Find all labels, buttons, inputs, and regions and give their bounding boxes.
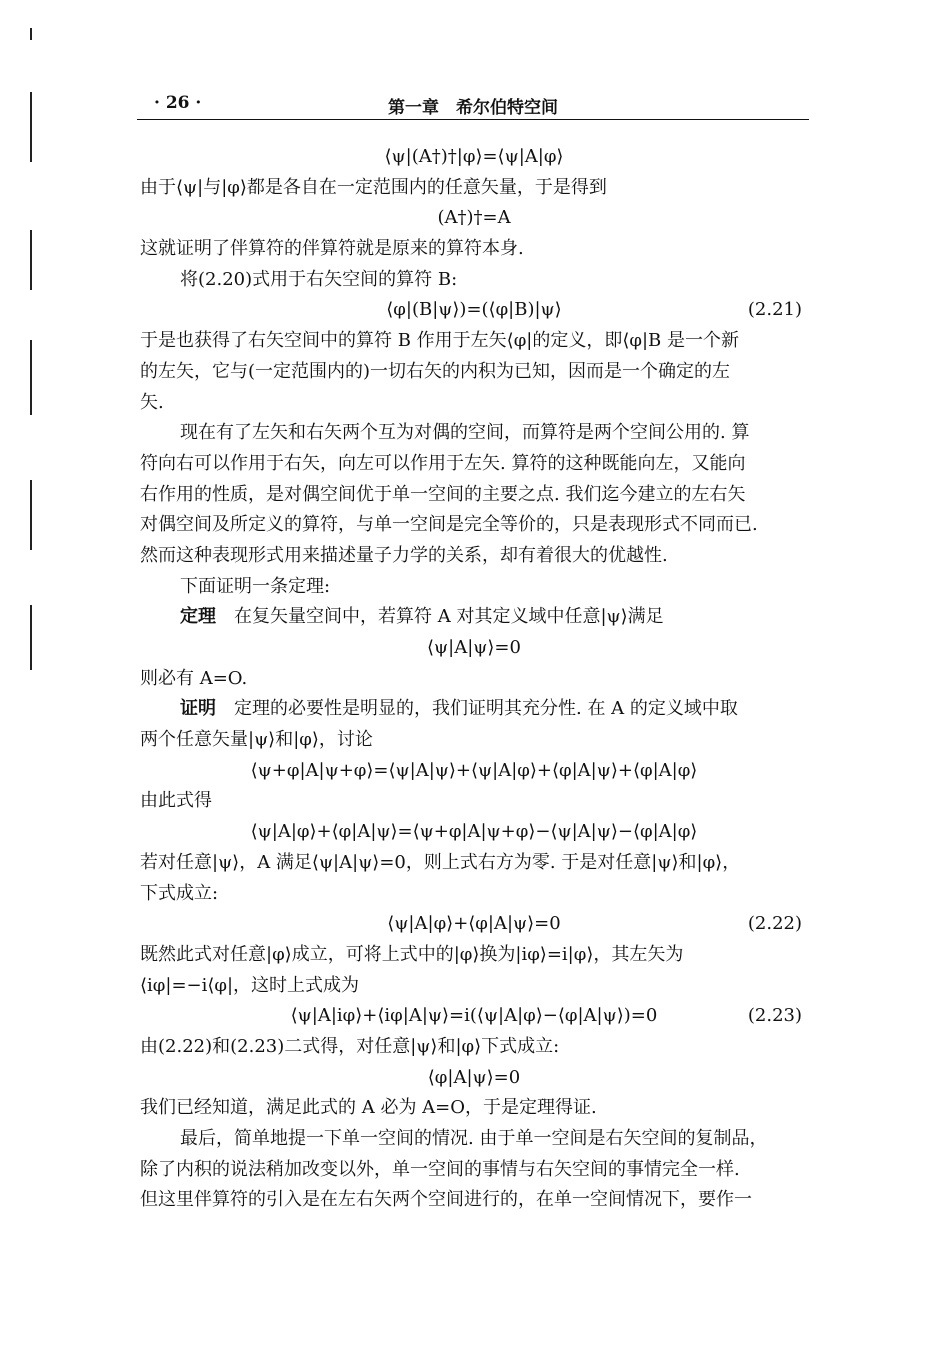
line-text: 于是也获得了右矢空间中的算符 B 作用于左矢⟨φ|的定义，即⟨φ|B 是一个新 [140, 330, 739, 352]
scan-mark [30, 480, 32, 550]
text-line [140, 572, 808, 603]
line-text: 的左矢，它与(一定范围内的)一切右矢的内积为已知，因而是一个确定的左 [140, 360, 731, 382]
equation-number: (2.22) [747, 913, 802, 935]
line-text: ⟨ψ+φ|A|ψ+φ⟩=⟨ψ|A|ψ⟩+⟨ψ|A|φ⟩+⟨φ|A|ψ⟩+⟨φ|A|φ⟩ [250, 759, 698, 781]
equation-line [140, 295, 808, 326]
line-text: 这就证明了伴算符的伴算符就是原来的算符本身. [140, 238, 524, 260]
text-line [140, 265, 808, 296]
line-text: 最后，简单地提一下单一空间的情况. 由于单一空间是右矢空间的复制品， [180, 1128, 768, 1149]
line-text: 由此式得 [140, 790, 212, 812]
line-text: 除了内积的说法稍加改变以外，单一空间的事情与右矢空间的事情完全一样. [140, 1158, 740, 1180]
running-head: 第一章 希尔伯特空间 [388, 98, 558, 118]
line-text: 若对任意|ψ⟩，A 满足⟨ψ|A|ψ⟩=0，则上式右方为零. 于是对任意|ψ⟩和|φ⟩， [140, 851, 741, 873]
text-line [140, 357, 808, 388]
equation-number: (2.23) [747, 1005, 802, 1027]
line-text: 符向右可以作用于右矢，向左可以作用于左矢. 算符的这种既能向左，又能向 [140, 452, 746, 474]
line-text: (A†)†=A [437, 207, 511, 229]
text-line [140, 848, 808, 879]
text-line [140, 879, 808, 910]
line-text: 我们已经知道，满足此式的 A 必为 A=O，于是定理得证. [140, 1097, 597, 1119]
line-text: 在复矢量空间中，若算符 A 对其定义域中任意|ψ⟩满足 [216, 606, 664, 628]
line-text: ⟨ψ|A|φ⟩+⟨φ|A|ψ⟩=⟨ψ+φ|A|ψ+φ⟩−⟨ψ|A|ψ⟩−⟨φ|A|φ⟩ [250, 821, 698, 843]
text-line [140, 1185, 808, 1216]
line-text: 矢. [140, 391, 164, 413]
header-rule [137, 119, 809, 120]
line-text: 但这里伴算符的引入是在左右矢两个空间进行的，在单一空间情况下，要作一 [140, 1189, 752, 1211]
text-line [140, 541, 808, 572]
text-line [140, 510, 808, 541]
line-text: 对偶空间及所定义的算符，与单一空间是完全等价的，只是表现形式不同而已. [140, 514, 758, 536]
equation-line [140, 756, 808, 787]
text-line [140, 694, 808, 725]
equation-line [140, 909, 808, 940]
text-line [140, 326, 808, 357]
line-text: ⟨ψ|A|iφ⟩+⟨iφ|A|ψ⟩=i(⟨ψ|A|φ⟩−⟨φ|A|ψ⟩)=0 [290, 1005, 658, 1027]
text-line [140, 1093, 808, 1124]
line-text: 定理的必要性是明显的，我们证明其充分性. 在 A 的定义域中取 [216, 698, 738, 720]
line-text: 下面证明一条定理: [180, 575, 331, 597]
line-text: ⟨ψ|A|ψ⟩=0 [427, 637, 521, 658]
line-text: 现在有了左矢和右矢两个互为对偶的空间，而算符是两个空间公用的. 算 [180, 422, 750, 444]
scan-mark [30, 230, 32, 290]
text-line [140, 971, 808, 1002]
text-line [140, 418, 808, 449]
text-line [140, 725, 808, 756]
scan-mark [30, 28, 32, 40]
equation-number: (2.21) [747, 299, 802, 321]
line-text: 则必有 A=O. [140, 667, 248, 689]
text-line [140, 1155, 808, 1186]
text-line [140, 1032, 808, 1063]
text-line [140, 173, 808, 204]
equation-line [140, 1001, 808, 1032]
scan-mark [30, 605, 32, 670]
text-line [140, 786, 808, 817]
line-text: 由于⟨ψ|与|φ⟩都是各自在一定范围内的任意矢量，于是得到 [140, 176, 607, 198]
text-line [140, 664, 808, 695]
text-line [140, 940, 808, 971]
line-text: 既然此式对任意|φ⟩成立，可将上式中的|φ⟩换为|iφ⟩=i|φ⟩，其左矢为 [140, 943, 684, 965]
line-text: 由(2.22)和(2.23)二式得，对任意|ψ⟩和|φ⟩下式成立: [140, 1035, 560, 1057]
equation-line [140, 817, 808, 848]
line-text: ⟨iφ|=−i⟨φ|，这时上式成为 [140, 974, 360, 996]
text-line [140, 388, 808, 419]
line-text: 然而这种表现形式用来描述量子力学的关系，却有着很大的优越性. [140, 544, 668, 566]
theorem-label: 定理 [180, 606, 216, 628]
line-text: 右作用的性质，是对偶空间优于单一空间的主要之点. 我们迄今建立的左右矢 [140, 483, 746, 505]
page-body [140, 142, 808, 1216]
equation-line [140, 142, 808, 173]
line-text: 两个任意矢量|ψ⟩和|φ⟩，讨论 [140, 729, 373, 751]
line-text: 下式成立: [140, 882, 219, 904]
page-header [137, 93, 809, 117]
scan-mark [30, 92, 32, 162]
line-text: ⟨φ|A|ψ⟩=0 [427, 1066, 521, 1088]
line-text: ⟨φ|(B|ψ⟩)=(⟨φ|B)|ψ⟩ [386, 299, 562, 321]
equation-line [140, 633, 808, 664]
equation-line [140, 1063, 808, 1094]
theorem-label: 证明 [180, 698, 216, 720]
text-line [140, 449, 808, 480]
equation-line [140, 203, 808, 234]
line-text: ⟨ψ|(A†)†|φ⟩=⟨ψ|A|φ⟩ [384, 146, 564, 167]
text-line [140, 480, 808, 511]
text-line [140, 234, 808, 265]
text-line [140, 602, 808, 633]
line-text: 将(2.20)式用于右矢空间的算符 B: [180, 268, 458, 290]
scan-mark [30, 340, 32, 415]
page-number: · 26 · [154, 93, 202, 113]
text-line [140, 1124, 808, 1155]
line-text: ⟨ψ|A|φ⟩+⟨φ|A|ψ⟩=0 [387, 913, 561, 935]
